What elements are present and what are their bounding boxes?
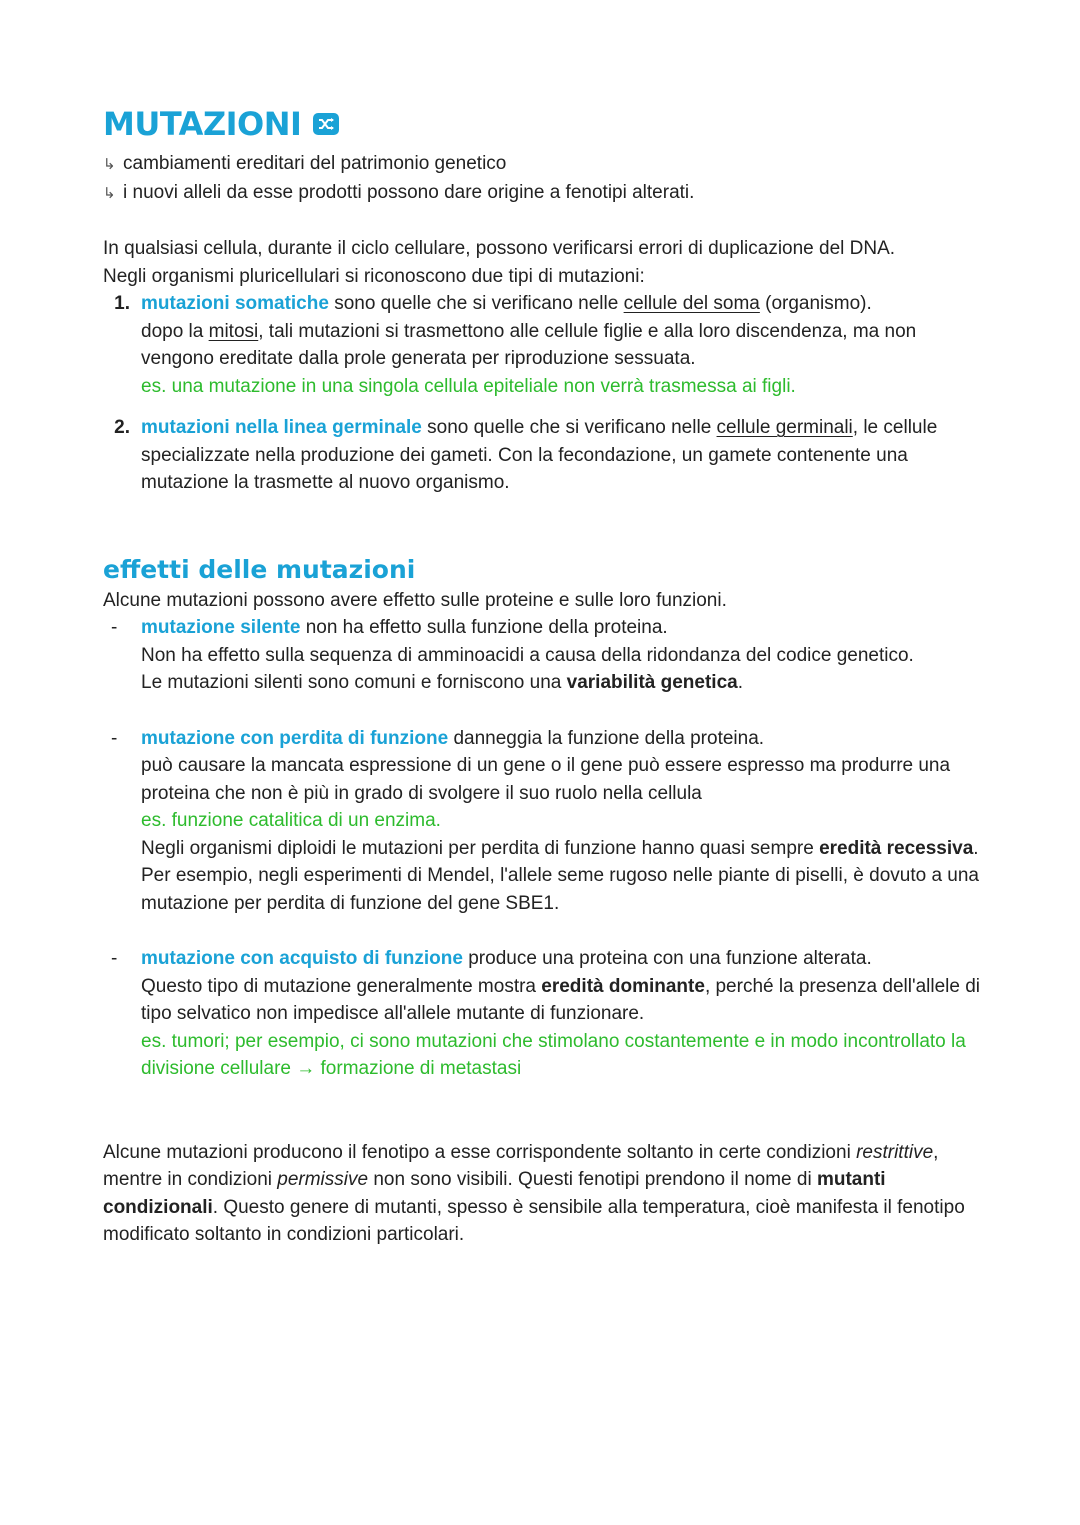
term-loss: mutazione con perdita di funzione xyxy=(141,727,449,749)
section-title-effects: effetti delle mutazioni xyxy=(103,554,416,584)
example-text: es. tumori; per esempio, ci sono mutazioni che stimolano costantemente e in modo incontrollato la divisione cellulare → formazione di metastasi xyxy=(141,1030,966,1079)
list-item-germinal: 2. mutazioni nella linea germinale sono quelle che si verificano nelle cellule germinali, le cellule specializzate nella produzione dei gameti. Con la fecondazione, un gamete contenente una mutazione la trasmette al nuovo organismo. xyxy=(114,417,938,493)
hook-arrow-icon: ↳ xyxy=(103,156,116,173)
effect-item-gain: - mutazione con acquisto di funzione produce una proteina con una funzione alterata. Questo tipo di mutazione generalmente mostra eredità dominante, perché la presenza dell'allele di tipo selvatico non impedisce all'allele mutante di funzionare. es. tumori; per esempio, ci sono mutazioni che stimolano costantemente e in modo incontrollato la divisione cellulare → formazione di metastasi xyxy=(111,948,981,1079)
effect-item-loss: - mutazione con perdita di funzione danneggia la funzione della proteina. può causare la mancata espressione di un gene o il gene può essere espresso ma produrre una proteina che non è più in grado di svolgere il suo ruolo nella cellula es. funzione catalitica di un enzima. Negli organismi diploidi le mutazioni per perdita di funzione hanno quasi sempre eredità recessiva. Per esempio, negli esperimenti di Mendel, l'allele seme rugoso nelle piante di piselli, è dovuto a una mutazione per perdita di funzione del gene SBE1. xyxy=(111,727,980,914)
list-item-somatic: 1. mutazioni somatiche sono quelle che si verificano nelle cellule del soma (organismo). dopo la mitosi, tali mutazioni si trasmettono alle cellule figlie e alla loro discendenza, ma non vengono ereditate dalla prole generata per riproduzione sessuata. es. una mutazione in una singola cellula epiteliale non verrà trasmessa ai figli. xyxy=(114,293,917,397)
title-text: MUTAZIONI xyxy=(103,105,302,143)
shuffle-icon xyxy=(313,113,339,135)
conditional-paragraph: Alcune mutazioni producono il fenotipo a esse corrispondente soltanto in certe condizioni restrittive, mentre in condizioni permissive non sono visibili. Questi fenotipi prendono il nome di mutanti condizionali. Questo genere di mutanti, spesso è sensibile alla temperatura, cioè manifesta il fenotipo modificato soltanto in condizioni particolari. xyxy=(103,1141,965,1245)
intro-point: ↳ cambiamenti ereditari del patrimonio genetico xyxy=(103,150,983,179)
example-text: es. una mutazione in una singola cellula epiteliale non verrà trasmessa ai figli. xyxy=(141,375,796,397)
example-text: es. funzione catalitica di un enzima. xyxy=(141,810,441,831)
document-page xyxy=(103,104,983,1249)
term-silent: mutazione silente xyxy=(141,617,301,638)
term-gain: mutazione con acquisto di funzione xyxy=(141,948,463,969)
paragraph-1: In qualsiasi cellula, durante il ciclo cellulare, possono verificarsi errori di duplicazione del DNA. Negli organismi pluricellulari si riconoscono due tipi di mutazioni: xyxy=(103,238,896,287)
intro-point: ↳ i nuovi alleli da esse prodotti possono dare origine a fenotipi alterati. xyxy=(103,179,983,208)
hook-arrow-icon: ↳ xyxy=(103,184,116,202)
term-germinal: mutazioni nella linea germinale xyxy=(141,417,422,438)
effects-intro: Alcune mutazioni possono avere effetto sulle proteine e sulle loro funzioni. xyxy=(103,589,727,611)
effect-item-silent: - mutazione silente non ha effetto sulla funzione della proteina. Non ha effetto sulla sequenza di amminoacidi a causa della ridondanza del codice genetico. Le mutazioni silenti sono comuni e forniscono una variabilità genetica. xyxy=(111,617,914,693)
term-somatic: mutazioni somatiche xyxy=(141,293,329,314)
page-title xyxy=(103,104,983,144)
